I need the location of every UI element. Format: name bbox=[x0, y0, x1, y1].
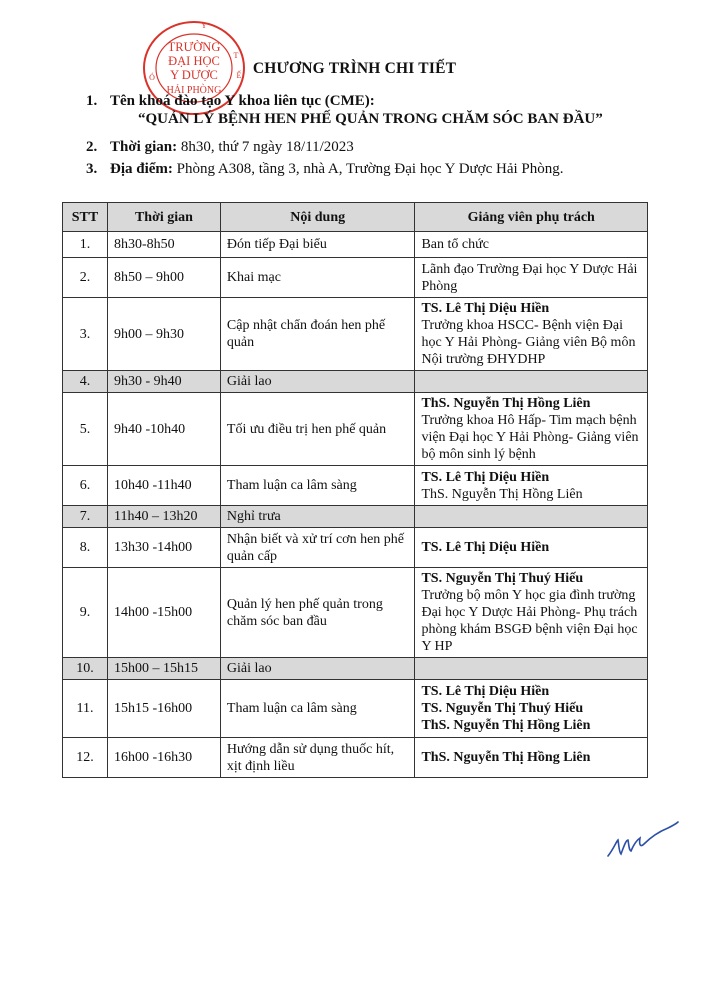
cell-time: 10h40 -11h40 bbox=[107, 466, 220, 506]
stamp-ring-letter: Ế bbox=[236, 71, 242, 80]
info-number: 2. bbox=[86, 139, 98, 155]
info-number: 3. bbox=[86, 161, 98, 177]
cell-stt: 9. bbox=[63, 568, 108, 658]
table-row bbox=[63, 393, 648, 466]
cell-time: 8h30-8h50 bbox=[107, 232, 220, 258]
info-label: Tên khoá đào tạo Y khoa liên tục (CME): bbox=[110, 93, 375, 109]
table-header-row bbox=[63, 203, 648, 232]
table-row bbox=[63, 658, 648, 680]
cell-lecturer bbox=[415, 232, 648, 258]
cell-stt: 11. bbox=[63, 680, 108, 738]
stamp-line-4: HẢI PHÒNG bbox=[166, 85, 222, 96]
stamp-ring-letter: T bbox=[233, 51, 239, 60]
lecturer-line: ThS. Nguyễn Thị Hồng Liên bbox=[421, 718, 591, 733]
lecturer-line: TS. Nguyễn Thị Thuý Hiếu bbox=[421, 571, 584, 586]
cell-time: 13h30 -14h00 bbox=[107, 528, 220, 568]
lecturer-line: TS. Lê Thị Diệu Hiền bbox=[421, 469, 550, 485]
cell-stt: 3. bbox=[63, 298, 108, 371]
cell-time: 15h00 – 15h15 bbox=[107, 658, 220, 680]
cell-time: 15h15 -16h00 bbox=[107, 680, 220, 738]
cell-content: Giải lao bbox=[220, 658, 415, 680]
cell-content: Tham luận ca lâm sàng bbox=[220, 466, 415, 506]
lecturer-line: TS. Lê Thị Diệu Hiền bbox=[421, 540, 550, 555]
cell-content: Nhận biết và xử trí cơn hen phế quản cấp bbox=[220, 528, 415, 568]
cell-lecturer bbox=[415, 298, 648, 371]
cell-content: Tham luận ca lâm sàng bbox=[220, 680, 415, 738]
cell-stt: 1. bbox=[63, 232, 108, 258]
cell-lecturer bbox=[415, 680, 648, 738]
schedule-table bbox=[62, 202, 648, 778]
cell-lecturer bbox=[415, 393, 648, 466]
cell-stt: 7. bbox=[63, 506, 108, 528]
cell-content: Nghỉ trưa bbox=[220, 506, 415, 528]
cell-lecturer bbox=[415, 466, 648, 506]
cell-lecturer bbox=[415, 528, 648, 568]
lecturer-line: Ban tổ chức bbox=[421, 237, 489, 252]
cell-lecturer bbox=[415, 658, 648, 680]
table-body bbox=[63, 232, 648, 778]
cell-lecturer bbox=[415, 371, 648, 393]
cell-time: 11h40 – 13h20 bbox=[107, 506, 220, 528]
lecturer-line: ThS. Nguyễn Thị Hồng Liên bbox=[421, 486, 583, 502]
info-value: Phòng A308, tầng 3, nhà A, Trường Đại học Y Dược Hải Phòng. bbox=[172, 161, 564, 177]
cell-stt: 10. bbox=[63, 658, 108, 680]
stamp-line-1: TRƯỜNG bbox=[167, 40, 221, 54]
table-row bbox=[63, 466, 648, 506]
table-row bbox=[63, 680, 648, 738]
lecturer-line: Trưởng khoa Hô Hấp- Tim mạch bệnh viện Đại học Y Hải Phòng- Giảng viên bộ môn sinh lý bệnh bbox=[421, 413, 639, 462]
cell-lecturer bbox=[415, 568, 648, 658]
info-label: Địa điểm: bbox=[110, 161, 173, 177]
lecturer-line: TS. Lê Thị Diệu Hiền bbox=[421, 301, 550, 316]
cell-lecturer bbox=[415, 258, 648, 298]
lecturer-line: ThS. Nguyễn Thị Hồng Liên bbox=[421, 396, 591, 411]
cell-stt: 5. bbox=[63, 393, 108, 466]
signature bbox=[604, 818, 680, 864]
table-row bbox=[63, 506, 648, 528]
cell-content: Quản lý hen phế quản trong chăm sóc ban đầu bbox=[220, 568, 415, 658]
header-lecturer: Giảng viên phụ trách bbox=[415, 203, 648, 232]
cell-time: 9h30 - 9h40 bbox=[107, 371, 220, 393]
cell-stt: 2. bbox=[63, 258, 108, 298]
course-title: “QUẢN LÝ BỆNH HEN PHẾ QUẢN TRONG CHĂM SÓC BAN ĐẦU” bbox=[138, 111, 603, 127]
cell-stt: 4. bbox=[63, 371, 108, 393]
cell-time: 16h00 -16h30 bbox=[107, 738, 220, 778]
cell-content: Hướng dẫn sử dụng thuốc hít, xịt định liều bbox=[220, 738, 415, 778]
table-row bbox=[63, 298, 648, 371]
lecturer-line: Trưởng khoa HSCC- Bệnh viện Đại học Y Hải Phòng- Giảng viên Bộ môn Nội trường ĐHYDHP bbox=[421, 318, 636, 367]
cell-lecturer bbox=[415, 506, 648, 528]
stamp-line-3: Y DƯỢC bbox=[170, 68, 218, 82]
lecturer-line: TS. Nguyễn Thị Thuý Hiếu bbox=[421, 701, 584, 716]
lecturer-line: TS. Lê Thị Diệu Hiền bbox=[421, 684, 550, 699]
info-label: Thời gian: bbox=[110, 139, 178, 155]
info-value: 8h30, thứ 7 ngày 18/11/2023 bbox=[177, 139, 354, 155]
cell-content: Giải lao bbox=[220, 371, 415, 393]
cell-lecturer bbox=[415, 738, 648, 778]
table-row bbox=[63, 371, 648, 393]
cell-content: Cập nhật chẩn đoán hen phế quản bbox=[220, 298, 415, 371]
table-row bbox=[63, 568, 648, 658]
cell-time: 9h40 -10h40 bbox=[107, 393, 220, 466]
cell-time: 14h00 -15h00 bbox=[107, 568, 220, 658]
stamp-ring-letter: Y bbox=[201, 21, 207, 30]
table-row bbox=[63, 232, 648, 258]
table-row bbox=[63, 528, 648, 568]
cell-time: 9h00 – 9h30 bbox=[107, 298, 220, 371]
lecturer-line: Trưởng bộ môn Y học gia đình trường Đại học Y Dược Hải Phòng- Phụ trách phòng khám BSGĐ bệnh viện Đại học Y HP bbox=[421, 588, 638, 654]
cell-content: Khai mạc bbox=[220, 258, 415, 298]
stamp-ring-letter: Ó bbox=[149, 73, 155, 82]
lecturer-line: ThS. Nguyễn Thị Hồng Liên bbox=[421, 750, 591, 765]
cell-stt: 12. bbox=[63, 738, 108, 778]
table-row bbox=[63, 258, 648, 298]
cell-content: Đón tiếp Đại biểu bbox=[220, 232, 415, 258]
header-stt: STT bbox=[63, 203, 108, 232]
header-content: Nội dung bbox=[220, 203, 415, 232]
table-row bbox=[63, 738, 648, 778]
document-title: CHƯƠNG TRÌNH CHI TIẾT bbox=[252, 60, 457, 77]
header-time: Thời gian bbox=[107, 203, 220, 232]
cell-time: 8h50 – 9h00 bbox=[107, 258, 220, 298]
info-number: 1. bbox=[86, 93, 98, 109]
cell-content: Tối ưu điều trị hen phế quản bbox=[220, 393, 415, 466]
lecturer-line: Lãnh đạo Trường Đại học Y Dược Hải Phòng bbox=[421, 261, 638, 294]
cell-stt: 6. bbox=[63, 466, 108, 506]
cell-stt: 8. bbox=[63, 528, 108, 568]
stamp-line-2: ĐẠI HỌC bbox=[168, 54, 220, 68]
